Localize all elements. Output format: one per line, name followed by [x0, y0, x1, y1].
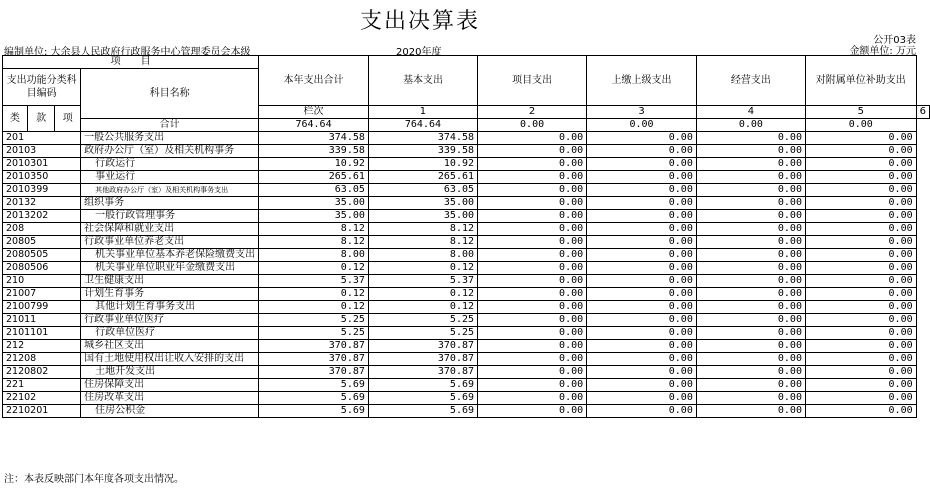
row-value: 0.00: [805, 392, 916, 405]
table-row: [3, 314, 930, 327]
unit-label: 金额单位: 万元: [849, 46, 916, 57]
table-row: [3, 405, 930, 418]
row-code: 20132: [3, 197, 81, 210]
row-code: 21011: [3, 314, 81, 327]
total-value: 0.00: [805, 119, 916, 132]
row-value: 0.00: [805, 366, 916, 379]
row-name: 住房保障支出: [81, 379, 259, 392]
row-value: 265.61: [259, 171, 369, 184]
row-value: 0.00: [696, 353, 805, 366]
row-code: 2210201: [3, 405, 81, 418]
row-code: 2010301: [3, 158, 81, 171]
header-name-col: 科目名称: [81, 69, 259, 119]
row-value: 0.00: [696, 184, 805, 197]
row-value: 0.00: [478, 184, 587, 197]
row-name: 一般行政管理事务: [81, 210, 259, 223]
row-value: 0.00: [805, 301, 916, 314]
table-row: [3, 158, 930, 171]
row-value: 0.00: [696, 405, 805, 418]
table-row: [3, 275, 930, 288]
header-col-total: 本年支出合计: [259, 56, 369, 106]
row-name: 政府办公厅（室）及相关机构事务: [81, 145, 259, 158]
row-value: 0.00: [696, 314, 805, 327]
row-value: 0.00: [696, 379, 805, 392]
row-name: 住房公积金: [81, 405, 259, 418]
row-value: 0.00: [478, 249, 587, 262]
row-value: 0.00: [696, 249, 805, 262]
row-value: 370.87: [368, 340, 477, 353]
row-value: 0.00: [587, 249, 697, 262]
row-value: 0.00: [696, 158, 805, 171]
row-value: 0.00: [696, 366, 805, 379]
row-value: 0.12: [259, 288, 369, 301]
table-row: [3, 366, 930, 379]
row-code: 2120802: [3, 366, 81, 379]
total-value: 0.00: [587, 119, 697, 132]
row-value: 0.00: [805, 405, 916, 418]
row-value: 0.00: [696, 132, 805, 145]
row-value: 0.00: [805, 184, 916, 197]
total-value: 0.00: [696, 119, 805, 132]
row-value: 10.92: [368, 158, 477, 171]
table-row: [3, 327, 930, 340]
row-code: 21007: [3, 288, 81, 301]
row-name: 行政单位医疗: [81, 327, 259, 340]
row-value: 5.69: [368, 379, 477, 392]
row-value: 0.00: [805, 327, 916, 340]
total-label: 合计: [81, 119, 259, 132]
row-name: 行政事业单位养老支出: [81, 236, 259, 249]
row-name: 计划生育事务: [81, 288, 259, 301]
row-value: 0.00: [478, 314, 587, 327]
row-name: 其他政府办公厅（室）及相关机构事务支出: [81, 184, 259, 197]
row-value: 0.00: [805, 171, 916, 184]
row-code: 2013202: [3, 210, 81, 223]
row-value: 0.00: [478, 405, 587, 418]
row-code: 20103: [3, 145, 81, 158]
row-name: 社会保障和就业支出: [81, 223, 259, 236]
table-row: [3, 145, 930, 158]
row-value: 0.00: [805, 236, 916, 249]
row-value: 0.00: [587, 327, 697, 340]
row-code: 2080506: [3, 262, 81, 275]
table-row: [3, 288, 930, 301]
row-name: 城乡社区支出: [81, 340, 259, 353]
row-name: 行政运行: [81, 158, 259, 171]
row-value: 0.00: [478, 223, 587, 236]
row-value: 0.00: [478, 145, 587, 158]
row-value: 8.00: [368, 249, 477, 262]
row-value: 8.12: [368, 236, 477, 249]
row-code: 2080505: [3, 249, 81, 262]
header-col-operation: 经营支出: [696, 56, 805, 106]
header-col-remit: 上缴上级支出: [587, 56, 697, 106]
row-value: 5.37: [259, 275, 369, 288]
row-name: 机关事业单位基本养老保险缴费支出: [81, 249, 259, 262]
row-value: 374.58: [368, 132, 477, 145]
table-row: [3, 223, 930, 236]
header-xiang: 项: [55, 106, 81, 132]
row-value: 8.12: [368, 223, 477, 236]
table-row: [3, 353, 930, 366]
row-value: 0.00: [587, 340, 697, 353]
row-value: 5.69: [259, 405, 369, 418]
row-value: 0.00: [696, 392, 805, 405]
row-name: 行政事业单位医疗: [81, 314, 259, 327]
row-value: 0.00: [696, 275, 805, 288]
row-value: 0.00: [696, 301, 805, 314]
table-code: 公开03表: [873, 35, 916, 46]
row-value: 370.87: [259, 366, 369, 379]
row-value: 0.00: [805, 158, 916, 171]
table-row: [3, 249, 930, 262]
row-value: 5.25: [368, 314, 477, 327]
row-value: 339.58: [368, 145, 477, 158]
header-col-num: 2: [478, 106, 587, 119]
row-value: 0.00: [805, 132, 916, 145]
row-value: 0.00: [478, 327, 587, 340]
row-value: 0.00: [478, 379, 587, 392]
row-value: 0.00: [587, 145, 697, 158]
row-value: 0.00: [587, 158, 697, 171]
row-value: 0.00: [805, 379, 916, 392]
table-row: [3, 262, 930, 275]
header-col-num: 3: [587, 106, 697, 119]
row-code: 212: [3, 340, 81, 353]
header-item: 项 目: [3, 56, 259, 69]
table-row: [3, 236, 930, 249]
row-value: 0.12: [368, 288, 477, 301]
header-lei: 类: [3, 106, 28, 132]
org-label: 编制单位: 大余县人民政府行政服务中心管理委员会本级: [4, 47, 251, 58]
row-value: 5.69: [259, 392, 369, 405]
table-row: [3, 392, 930, 405]
row-name: 一般公共服务支出: [81, 132, 259, 145]
row-value: 0.00: [805, 223, 916, 236]
row-value: 0.00: [805, 288, 916, 301]
row-value: 0.00: [805, 275, 916, 288]
row-value: 0.00: [478, 158, 587, 171]
row-value: 0.00: [587, 210, 697, 223]
row-value: 0.00: [587, 275, 697, 288]
row-value: 0.00: [587, 405, 697, 418]
table-row: [3, 210, 930, 223]
total-value: 0.00: [478, 119, 587, 132]
row-value: 0.00: [478, 392, 587, 405]
table-row: [3, 340, 930, 353]
row-value: 0.00: [587, 236, 697, 249]
row-value: 0.00: [696, 145, 805, 158]
row-value: 5.37: [368, 275, 477, 288]
row-value: 0.00: [587, 184, 697, 197]
row-name: 组织事务: [81, 197, 259, 210]
row-value: 0.00: [478, 301, 587, 314]
row-value: 0.12: [259, 301, 369, 314]
row-name: 卫生健康支出: [81, 275, 259, 288]
row-value: 8.12: [259, 223, 369, 236]
row-value: 63.05: [259, 184, 369, 197]
row-value: 0.00: [696, 171, 805, 184]
row-value: 5.25: [368, 327, 477, 340]
row-value: 0.00: [587, 132, 697, 145]
row-code: 21208: [3, 353, 81, 366]
row-value: 0.00: [587, 366, 697, 379]
row-value: 370.87: [259, 353, 369, 366]
table-row: [3, 132, 930, 145]
row-value: 35.00: [368, 197, 477, 210]
row-value: 0.00: [478, 353, 587, 366]
row-value: 0.00: [805, 210, 916, 223]
row-value: 35.00: [259, 210, 369, 223]
header-col-num: 6: [916, 106, 929, 119]
row-value: 0.12: [368, 301, 477, 314]
row-name: 住房改革支出: [81, 392, 259, 405]
row-name: 机关事业单位职业年金缴费支出: [81, 262, 259, 275]
row-value: 5.25: [259, 327, 369, 340]
header-col-project: 项目支出: [478, 56, 587, 106]
row-value: 0.00: [587, 288, 697, 301]
row-value: 0.00: [587, 262, 697, 275]
header-col-num: 4: [696, 106, 805, 119]
row-value: 0.00: [805, 197, 916, 210]
row-value: 0.00: [696, 262, 805, 275]
row-value: 8.12: [259, 236, 369, 249]
row-value: 0.00: [696, 288, 805, 301]
row-name: 事业运行: [81, 171, 259, 184]
row-value: 265.61: [368, 171, 477, 184]
row-value: 0.00: [478, 197, 587, 210]
table-row: [3, 171, 930, 184]
row-name: 国有土地使用权出让收入安排的支出: [81, 353, 259, 366]
row-value: 370.87: [368, 366, 477, 379]
row-value: 0.00: [478, 171, 587, 184]
year-label: 2020年度: [396, 47, 442, 58]
row-code: 201: [3, 132, 81, 145]
row-value: 0.00: [805, 249, 916, 262]
header-col-subsidy: 对附属单位补助支出: [805, 56, 916, 106]
page-title: 支出决算表: [359, 9, 480, 34]
row-value: 0.00: [478, 132, 587, 145]
row-value: 0.00: [587, 223, 697, 236]
row-value: 0.00: [478, 340, 587, 353]
row-value: 0.00: [587, 301, 697, 314]
total-value: 764.64: [368, 119, 477, 132]
row-value: 0.00: [587, 171, 697, 184]
row-code: 2010399: [3, 184, 81, 197]
table-row: [3, 184, 930, 197]
row-value: 0.00: [805, 262, 916, 275]
row-value: 0.00: [696, 340, 805, 353]
row-code: 2010350: [3, 171, 81, 184]
row-value: 0.00: [478, 210, 587, 223]
row-value: 0.00: [478, 288, 587, 301]
row-code: 2100799: [3, 301, 81, 314]
row-value: 35.00: [368, 210, 477, 223]
row-value: 5.69: [368, 392, 477, 405]
row-value: 0.00: [696, 327, 805, 340]
header-col-basic: 基本支出: [368, 56, 477, 106]
row-value: 5.69: [259, 379, 369, 392]
row-value: 0.00: [587, 379, 697, 392]
row-value: 0.00: [696, 223, 805, 236]
row-value: 0.00: [587, 392, 697, 405]
row-value: 370.87: [368, 353, 477, 366]
row-value: 0.00: [696, 236, 805, 249]
row-value: 0.00: [805, 145, 916, 158]
row-value: 370.87: [259, 340, 369, 353]
row-value: 0.12: [368, 262, 477, 275]
row-value: 374.58: [259, 132, 369, 145]
row-code: 210: [3, 275, 81, 288]
table-row: [3, 301, 930, 314]
row-value: 0.00: [805, 314, 916, 327]
row-value: 0.00: [478, 262, 587, 275]
row-name: 土地开发支出: [81, 366, 259, 379]
row-value: 0.00: [587, 353, 697, 366]
row-code: 22102: [3, 392, 81, 405]
header-lanci: 栏次: [259, 106, 369, 119]
row-code: 221: [3, 379, 81, 392]
row-value: 8.00: [259, 249, 369, 262]
row-value: 0.00: [805, 353, 916, 366]
row-value: 0.12: [259, 262, 369, 275]
row-code: 2101101: [3, 327, 81, 340]
row-value: 0.00: [587, 197, 697, 210]
row-value: 63.05: [368, 184, 477, 197]
row-value: 5.25: [259, 314, 369, 327]
table-row: [3, 197, 930, 210]
row-value: 339.58: [259, 145, 369, 158]
footnote: 注：本表反映部门本年度各项支出情况。: [4, 474, 184, 485]
row-value: 0.00: [696, 210, 805, 223]
row-name: 其他计划生育事务支出: [81, 301, 259, 314]
header-code-col: 支出功能分类科目编码: [3, 69, 81, 106]
header-col-num: 1: [368, 106, 477, 119]
row-value: 0.00: [478, 236, 587, 249]
row-code: 20805: [3, 236, 81, 249]
expenditure-table: [2, 55, 930, 418]
total-value: 764.64: [259, 119, 369, 132]
header-col-num: 5: [805, 106, 916, 119]
row-value: 10.92: [259, 158, 369, 171]
table-row: [3, 379, 930, 392]
row-value: 35.00: [259, 197, 369, 210]
header-kuan: 款: [27, 106, 55, 132]
row-value: 0.00: [696, 197, 805, 210]
row-value: 5.69: [368, 405, 477, 418]
row-value: 0.00: [805, 340, 916, 353]
row-value: 0.00: [478, 366, 587, 379]
row-value: 0.00: [478, 275, 587, 288]
row-code: 208: [3, 223, 81, 236]
row-value: 0.00: [587, 314, 697, 327]
